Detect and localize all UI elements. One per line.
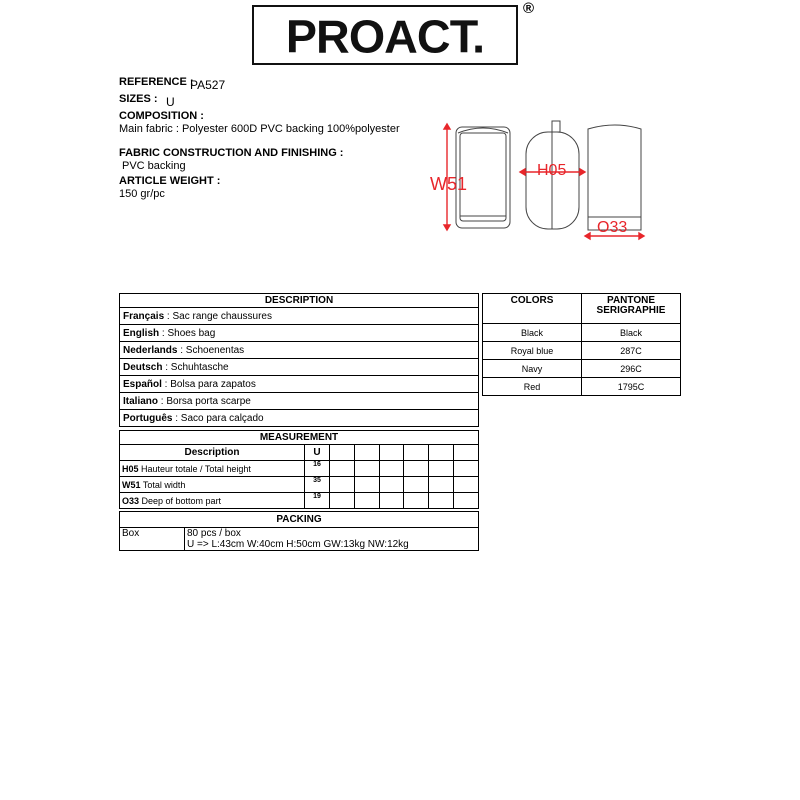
technical-drawing bbox=[425, 115, 655, 245]
color-row: Black Black bbox=[483, 324, 681, 342]
back-view-drawing bbox=[588, 125, 641, 230]
logo-mark bbox=[254, 7, 516, 63]
color-row: Navy 296C bbox=[483, 360, 681, 378]
height-dimension-label: H05 bbox=[537, 162, 567, 179]
colors-header: COLORS bbox=[483, 294, 582, 324]
packing-type: Box bbox=[120, 528, 185, 551]
sizes-value: U bbox=[166, 95, 175, 109]
reference-label: REFERENCE : bbox=[119, 76, 194, 88]
width-dimension-label: W51 bbox=[430, 174, 468, 194]
color-row: Royal blue 287C bbox=[483, 342, 681, 360]
weight-label: ARTICLE WEIGHT : bbox=[119, 175, 221, 187]
description-row: Deutsch : Schuhtasche bbox=[120, 359, 479, 376]
measurement-row: O33 Deep of bottom part 19 bbox=[120, 493, 479, 509]
reference-value: PA527 bbox=[190, 78, 226, 92]
description-row: Italiano : Borsa porta scarpe bbox=[120, 393, 479, 410]
brand-logo bbox=[252, 5, 518, 65]
packing-table bbox=[119, 511, 479, 551]
composition-value: Main fabric : Polyester 600D PVC backing 100%polyester bbox=[119, 123, 400, 135]
depth-dimension-label: O33 bbox=[597, 219, 628, 236]
measurement-table bbox=[119, 430, 479, 509]
packing-title: PACKING bbox=[120, 512, 479, 528]
pantone-header: PANTONE SERIGRAPHIE bbox=[582, 294, 681, 324]
color-row: Red 1795C bbox=[483, 378, 681, 396]
description-row: Français : Sac range chaussures bbox=[120, 308, 479, 325]
weight-value: 150 gr/pc bbox=[119, 188, 165, 200]
sizes-label: SIZES : bbox=[119, 93, 158, 105]
colors-table bbox=[482, 293, 681, 396]
registered-mark: ® bbox=[523, 0, 535, 17]
measurement-description-header: Description bbox=[120, 445, 305, 461]
fabric-label: FABRIC CONSTRUCTION AND FINISHING : bbox=[119, 147, 344, 159]
description-row: Português : Saco para calçado bbox=[120, 410, 479, 427]
measurement-title: MEASUREMENT bbox=[120, 431, 479, 445]
logo-text: PROACT. bbox=[285, 10, 485, 63]
measurement-size-header: U bbox=[305, 445, 330, 461]
packing-details: 80 pcs / box U => L:43cm W:40cm H:50cm GW:13kg NW:12kg bbox=[185, 528, 479, 551]
fabric-value: PVC backing bbox=[122, 160, 186, 172]
description-row: Nederlands : Schoenentas bbox=[120, 342, 479, 359]
composition-label: COMPOSITION : bbox=[119, 110, 204, 122]
description-row: Español : Bolsa para zapatos bbox=[120, 376, 479, 393]
description-row: English : Shoes bag bbox=[120, 325, 479, 342]
measurement-row: W51 Total width 35 bbox=[120, 477, 479, 493]
description-title: DESCRIPTION bbox=[120, 294, 479, 308]
measurement-row: H05 Hauteur totale / Total height 16 bbox=[120, 461, 479, 477]
description-table bbox=[119, 293, 479, 427]
